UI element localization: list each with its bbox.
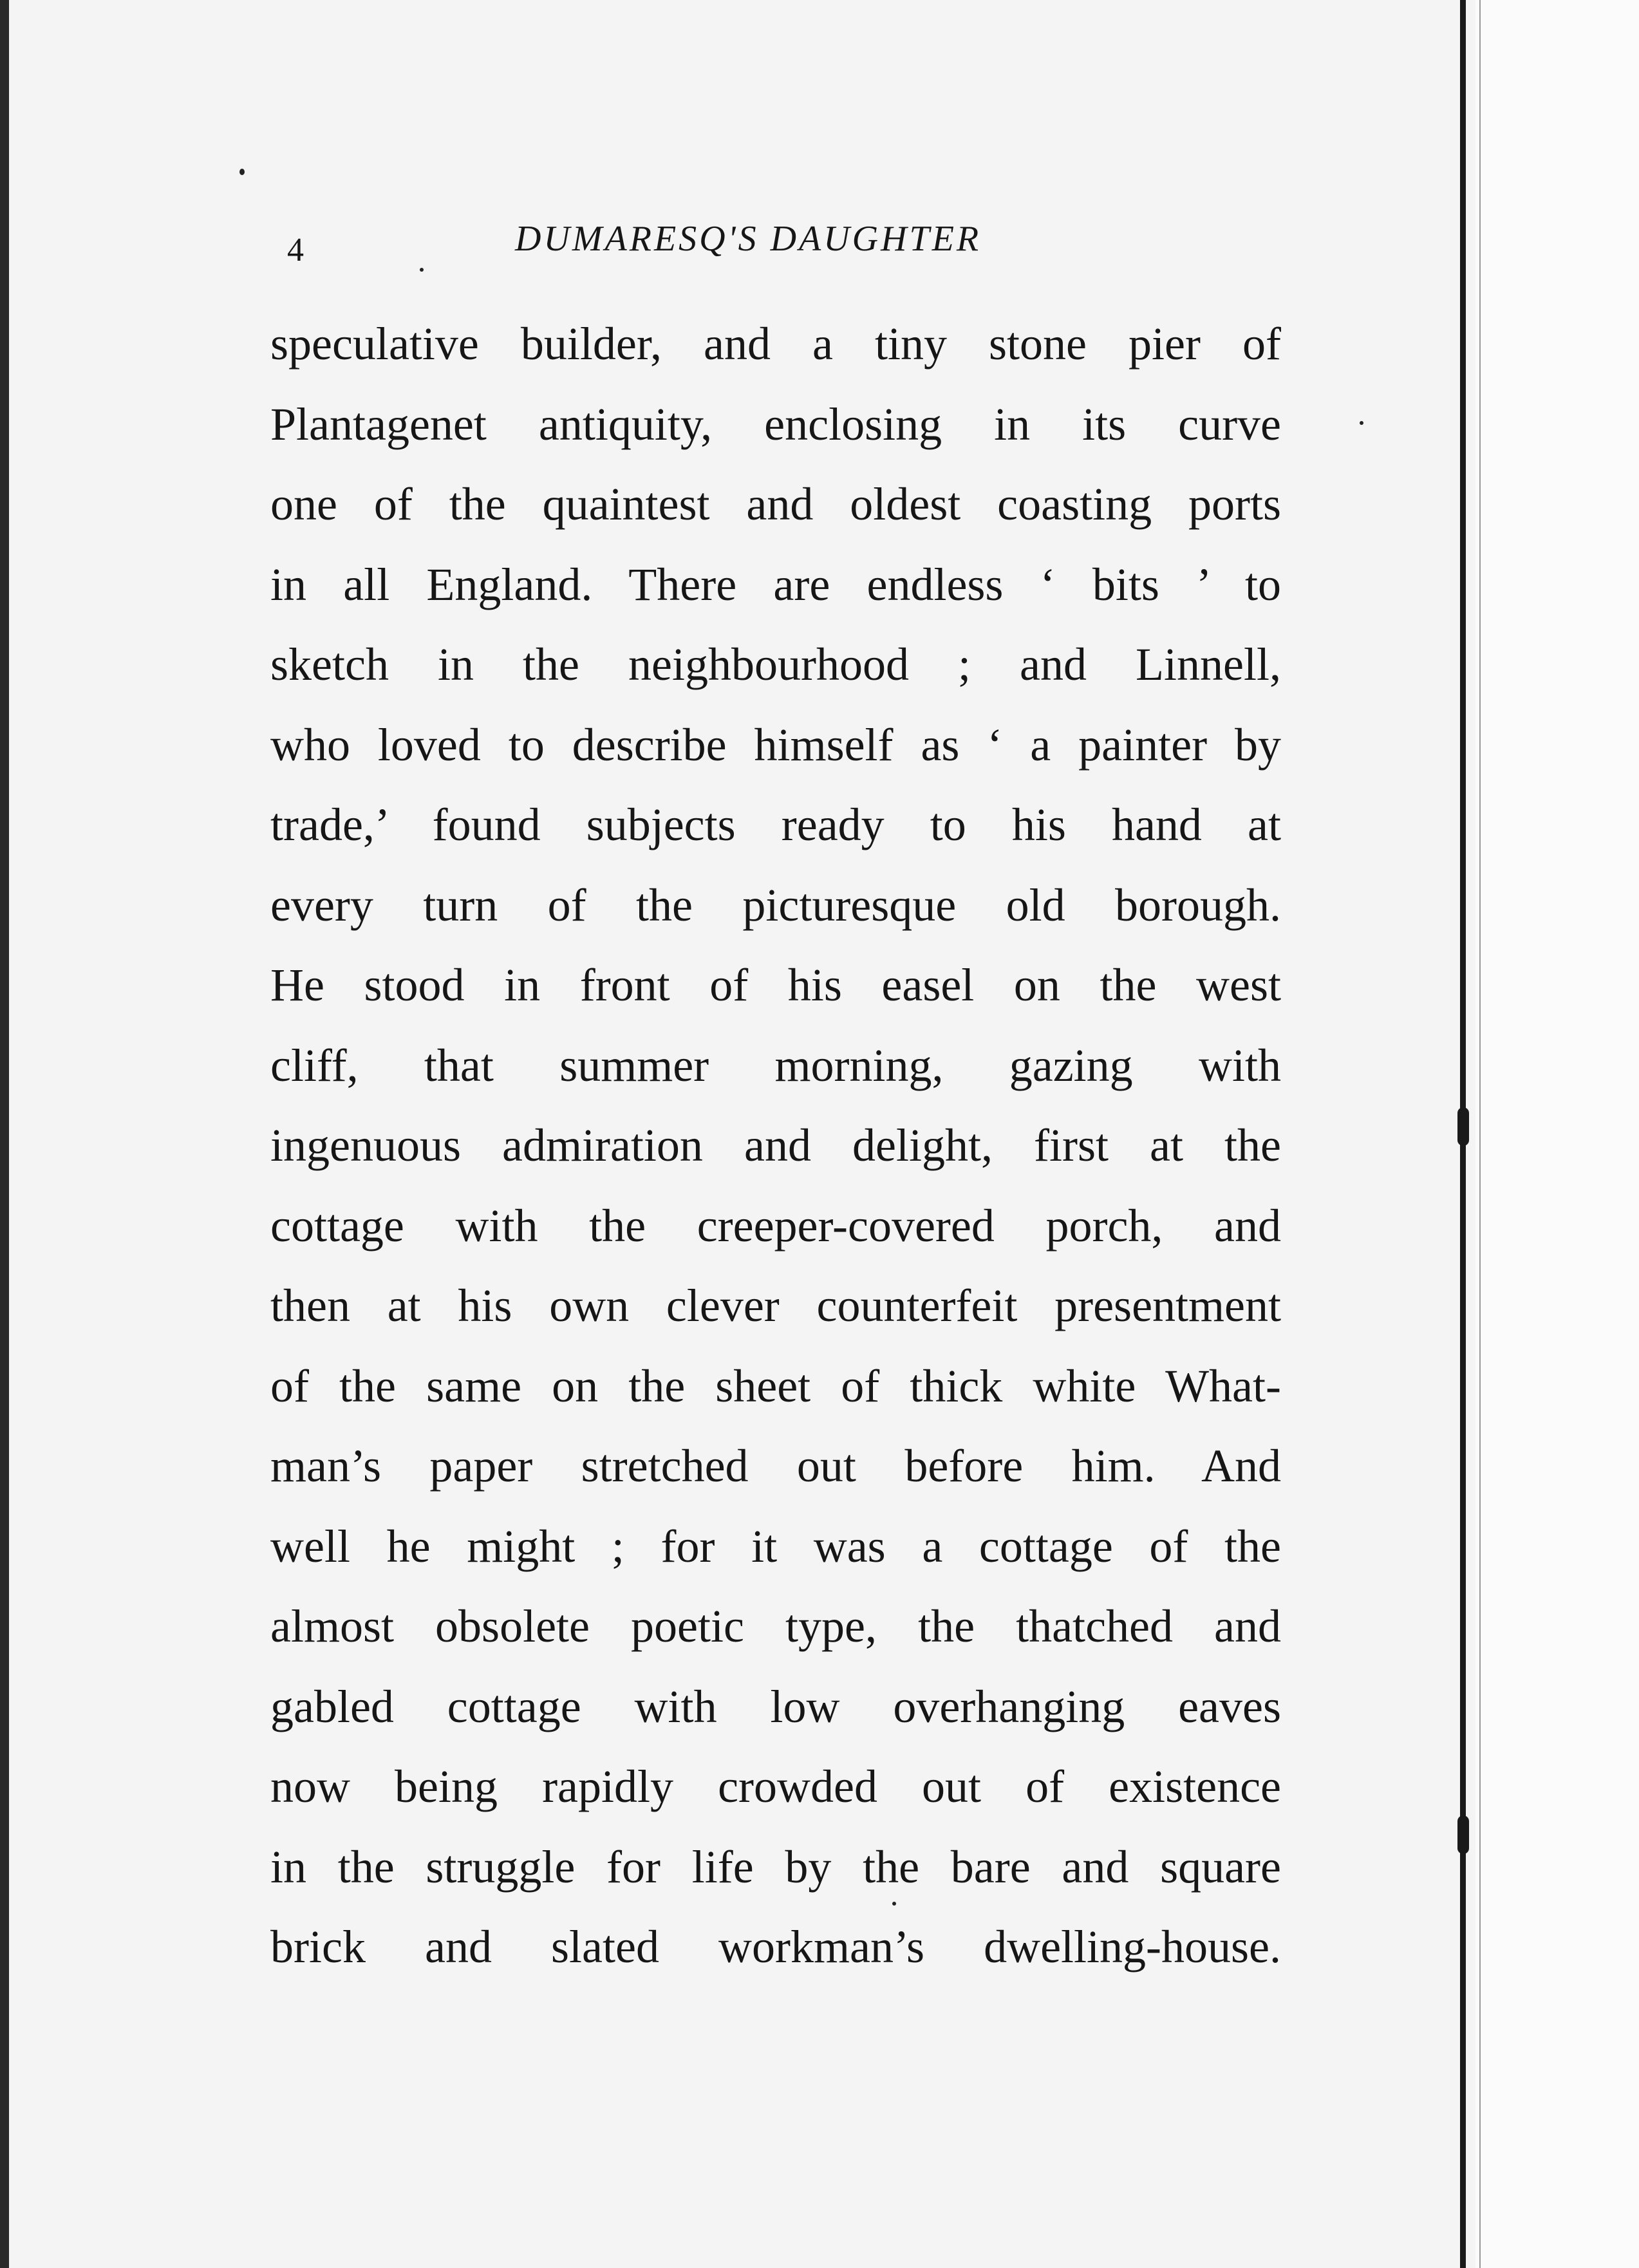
text-line: one of the quaintest and oldest coasting ports: [270, 478, 1281, 530]
text-line: almost obsolete poetic type, the thatched and: [270, 1600, 1281, 1652]
text-line: well he might ; for it was a cottage of the: [270, 1520, 1281, 1572]
text-line: man’s paper stretched out before him. And: [270, 1440, 1281, 1492]
scan-speck: [239, 169, 245, 175]
text-line: cottage with the creeper-covered porch, and: [270, 1199, 1281, 1251]
text-line: ingenuous admiration and delight, first at the: [270, 1120, 1281, 1171]
binding-mark: [1457, 1815, 1469, 1854]
right-margin: [1475, 0, 1639, 2268]
text-line: gabled cottage with low overhanging eaves: [270, 1680, 1281, 1732]
binding-mark: [1457, 1107, 1469, 1146]
binding-spine-shadow: [1479, 0, 1481, 2268]
text-line: of the same on the sheet of thick white What-: [270, 1360, 1281, 1412]
scan-speck: [1360, 421, 1363, 425]
scan-speck: [420, 268, 424, 272]
text-line: speculative builder, and a tiny stone pier of: [270, 318, 1281, 370]
text-line: then at his own clever counterfeit presentment: [270, 1280, 1281, 1331]
running-title: DUMARESQ'S DAUGHTER: [515, 219, 982, 259]
text-line: cliff, that summer morning, gazing with: [270, 1039, 1281, 1091]
text-line: in the struggle for life by the bare and square: [270, 1841, 1281, 1893]
text-line: brick and slated workman’s dwelling-house.: [270, 1921, 1281, 1973]
body-text: [270, 304, 1281, 1987]
text-line: who loved to describe himself as ‘ a painter by: [270, 718, 1281, 771]
text-line: sketch in the neighbourhood ; and Linnell,: [270, 639, 1281, 690]
text-line: He stood in front of his easel on the west: [270, 959, 1281, 1011]
text-line: trade,’ found subjects ready to his hand at: [270, 799, 1281, 850]
text-line: in all England. There are endless ‘ bits ’ to: [270, 558, 1281, 610]
page-left-edge: [0, 0, 9, 2268]
text-line: now being rapidly crowded out of existence: [270, 1761, 1281, 1812]
page-number: 4: [287, 232, 304, 268]
text-line: Plantagenet antiquity, enclosing in its curve: [270, 398, 1281, 450]
text-line: every turn of the picturesque old borough.: [270, 879, 1281, 931]
